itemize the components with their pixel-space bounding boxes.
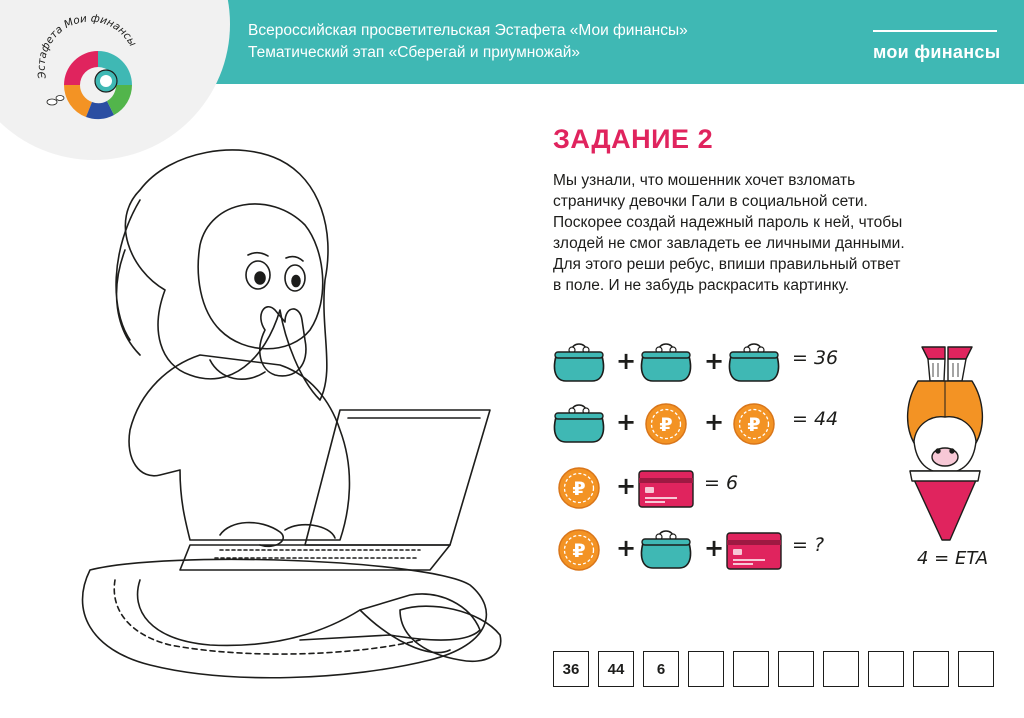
answer-cell[interactable] xyxy=(688,651,724,687)
bank-card-icon xyxy=(726,532,782,570)
svg-text:₽: ₽ xyxy=(572,540,586,562)
header-line-1: Всероссийская просветительская Эстафета «Мои финансы» xyxy=(248,22,688,39)
plus-sign: + xyxy=(616,472,637,500)
task-title: ЗАДАНИЕ 2 xyxy=(553,124,714,154)
puzzle-row-1 xyxy=(550,341,880,385)
laptop-screen xyxy=(305,410,490,545)
answer-cell[interactable] xyxy=(778,651,814,687)
wallet-icon xyxy=(727,341,781,383)
svg-text:₽: ₽ xyxy=(572,478,586,500)
ruble-coin-icon xyxy=(557,528,601,572)
task-line: Для этого реши ребус, впиши правильный ответ xyxy=(553,256,901,273)
torso xyxy=(129,355,349,540)
ruble-coin-icon xyxy=(732,402,776,446)
task-description xyxy=(553,170,963,296)
hair xyxy=(125,150,328,400)
logo xyxy=(18,6,158,126)
answer-cell[interactable] xyxy=(913,651,949,687)
task-line: Мы узнали, что мошенник хочет взломать xyxy=(553,172,856,189)
puzzle-row-2 xyxy=(550,402,880,446)
cushion xyxy=(83,559,487,677)
task-line: злодей не смог завладеть ее личными данными. xyxy=(553,235,905,252)
typing-hands xyxy=(220,523,335,547)
header-line-2: Тематический этап «Сберегай и приумножай» xyxy=(248,44,580,61)
equation-result: = 36 xyxy=(792,347,839,369)
equation-result: = ? xyxy=(792,534,825,556)
answer-cell[interactable] xyxy=(868,651,904,687)
ruble-coin-icon xyxy=(644,402,688,446)
answer-cell[interactable]: 44 xyxy=(598,651,634,687)
plus-sign: + xyxy=(704,347,725,375)
plus-sign: + xyxy=(616,408,637,436)
answer-cell[interactable]: 6 xyxy=(643,651,679,687)
task-line: страничку девочки Гали в социальной сети. xyxy=(553,193,868,210)
wallet-icon xyxy=(639,528,693,570)
bank-card-icon xyxy=(638,470,694,508)
plus-sign: + xyxy=(704,534,725,562)
wallet-icon xyxy=(639,341,693,383)
brand-underline xyxy=(873,30,997,32)
wallet-icon xyxy=(552,341,606,383)
gnome-hint: 4 = ETA xyxy=(917,548,989,569)
answer-cell[interactable] xyxy=(823,651,859,687)
upside-down-gnome-icon xyxy=(900,345,990,545)
wallet-icon xyxy=(552,402,606,444)
puzzle-row-4 xyxy=(550,528,880,572)
equation-result: = 6 xyxy=(704,472,739,494)
logo-emblem xyxy=(47,51,132,119)
plus-sign: + xyxy=(704,408,725,436)
logo-text: Эстафета Мои финансы xyxy=(35,12,139,80)
task-line: Поскорее создай надежный пароль к ней, чтобы xyxy=(553,214,903,231)
answer-cell[interactable] xyxy=(733,651,769,687)
legs xyxy=(138,580,480,645)
svg-text:₽: ₽ xyxy=(747,414,761,436)
task-line: в поле. И не забудь раскрасить картинку. xyxy=(553,277,850,294)
svg-text:₽: ₽ xyxy=(659,414,673,436)
equation-result: = 44 xyxy=(792,408,839,430)
plus-sign: + xyxy=(616,347,637,375)
girl-with-laptop-illustration xyxy=(70,140,510,710)
puzzle-row-3 xyxy=(550,466,880,510)
ruble-coin-icon xyxy=(557,466,601,510)
answer-cell[interactable] xyxy=(958,651,994,687)
plus-sign: + xyxy=(616,534,637,562)
answer-cell[interactable]: 36 xyxy=(553,651,589,687)
brand-name: мои финансы xyxy=(873,42,1001,62)
